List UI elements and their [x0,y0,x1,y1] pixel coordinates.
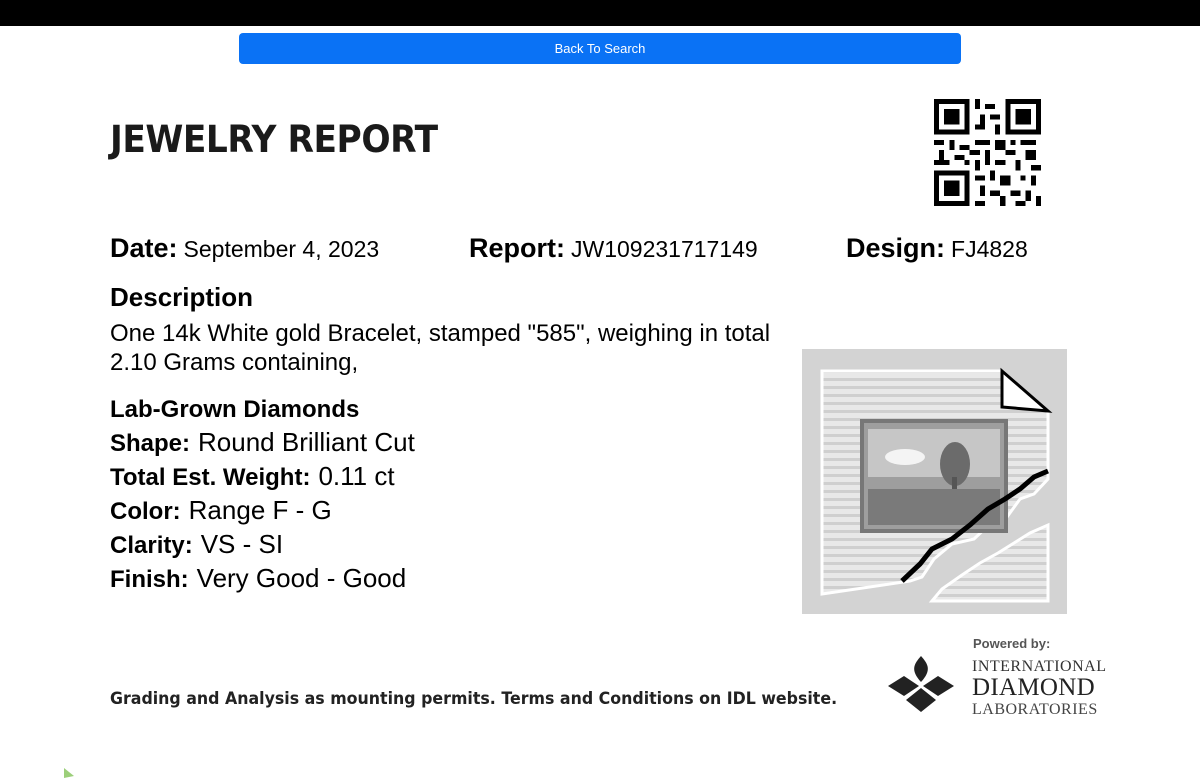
spec-label: Finish: [110,566,189,593]
idl-brand [972,658,1106,718]
spec-value: Range F - G [188,495,332,525]
terms-note: Grading and Analysis as mounting permits. Terms and Conditions on IDL website. [110,689,838,709]
design-label: Design: [846,233,946,263]
broken-image-icon [802,349,1067,614]
diamonds-heading: Lab-Grown Diamonds [110,396,360,423]
spec-color [110,494,415,528]
spec-value: Round Brilliant Cut [198,427,415,457]
spec-clarity [110,528,415,562]
design-value: FJ4828 [951,236,1028,262]
spec-label: Color: [110,498,181,525]
page-title: JEWELRY REPORT [110,118,438,161]
report-label: Report: [469,233,565,263]
diamond-specs [110,394,415,596]
brand-line-3: LABORATORIES [972,701,1098,718]
spec-weight [110,460,415,494]
spec-label: Shape: [110,430,191,457]
report-number-field [469,233,758,264]
date-value: September 4, 2023 [183,236,380,262]
spec-label: Clarity: [110,532,193,559]
date-label: Date: [110,233,178,263]
corner-triangle-icon [64,768,74,778]
spec-value: Very Good - Good [196,563,407,593]
spec-finish [110,562,415,596]
date-field [110,233,379,264]
brand-line-2: DIAMOND [972,674,1095,701]
top-black-bar [0,0,1200,26]
spec-label: Total Est. Weight: [110,464,311,491]
description-heading: Description [110,282,254,312]
description-text: One 14k White gold Bracelet, stamped "585", weighing in total 2.10 Grams containing, [110,320,771,376]
report-value: JW109231717149 [571,236,758,262]
idl-logo-icon [886,654,956,714]
powered-by-label: Powered by: [973,636,1051,651]
brand-line-1: INTERNATIONAL [972,658,1107,675]
back-to-search-button[interactable]: Back To Search [239,33,961,64]
spec-shape [110,426,415,460]
qr-code-icon [934,99,1041,206]
design-field [846,233,1028,264]
spec-value: 0.11 ct [318,461,395,491]
spec-value: VS - SI [200,529,284,559]
